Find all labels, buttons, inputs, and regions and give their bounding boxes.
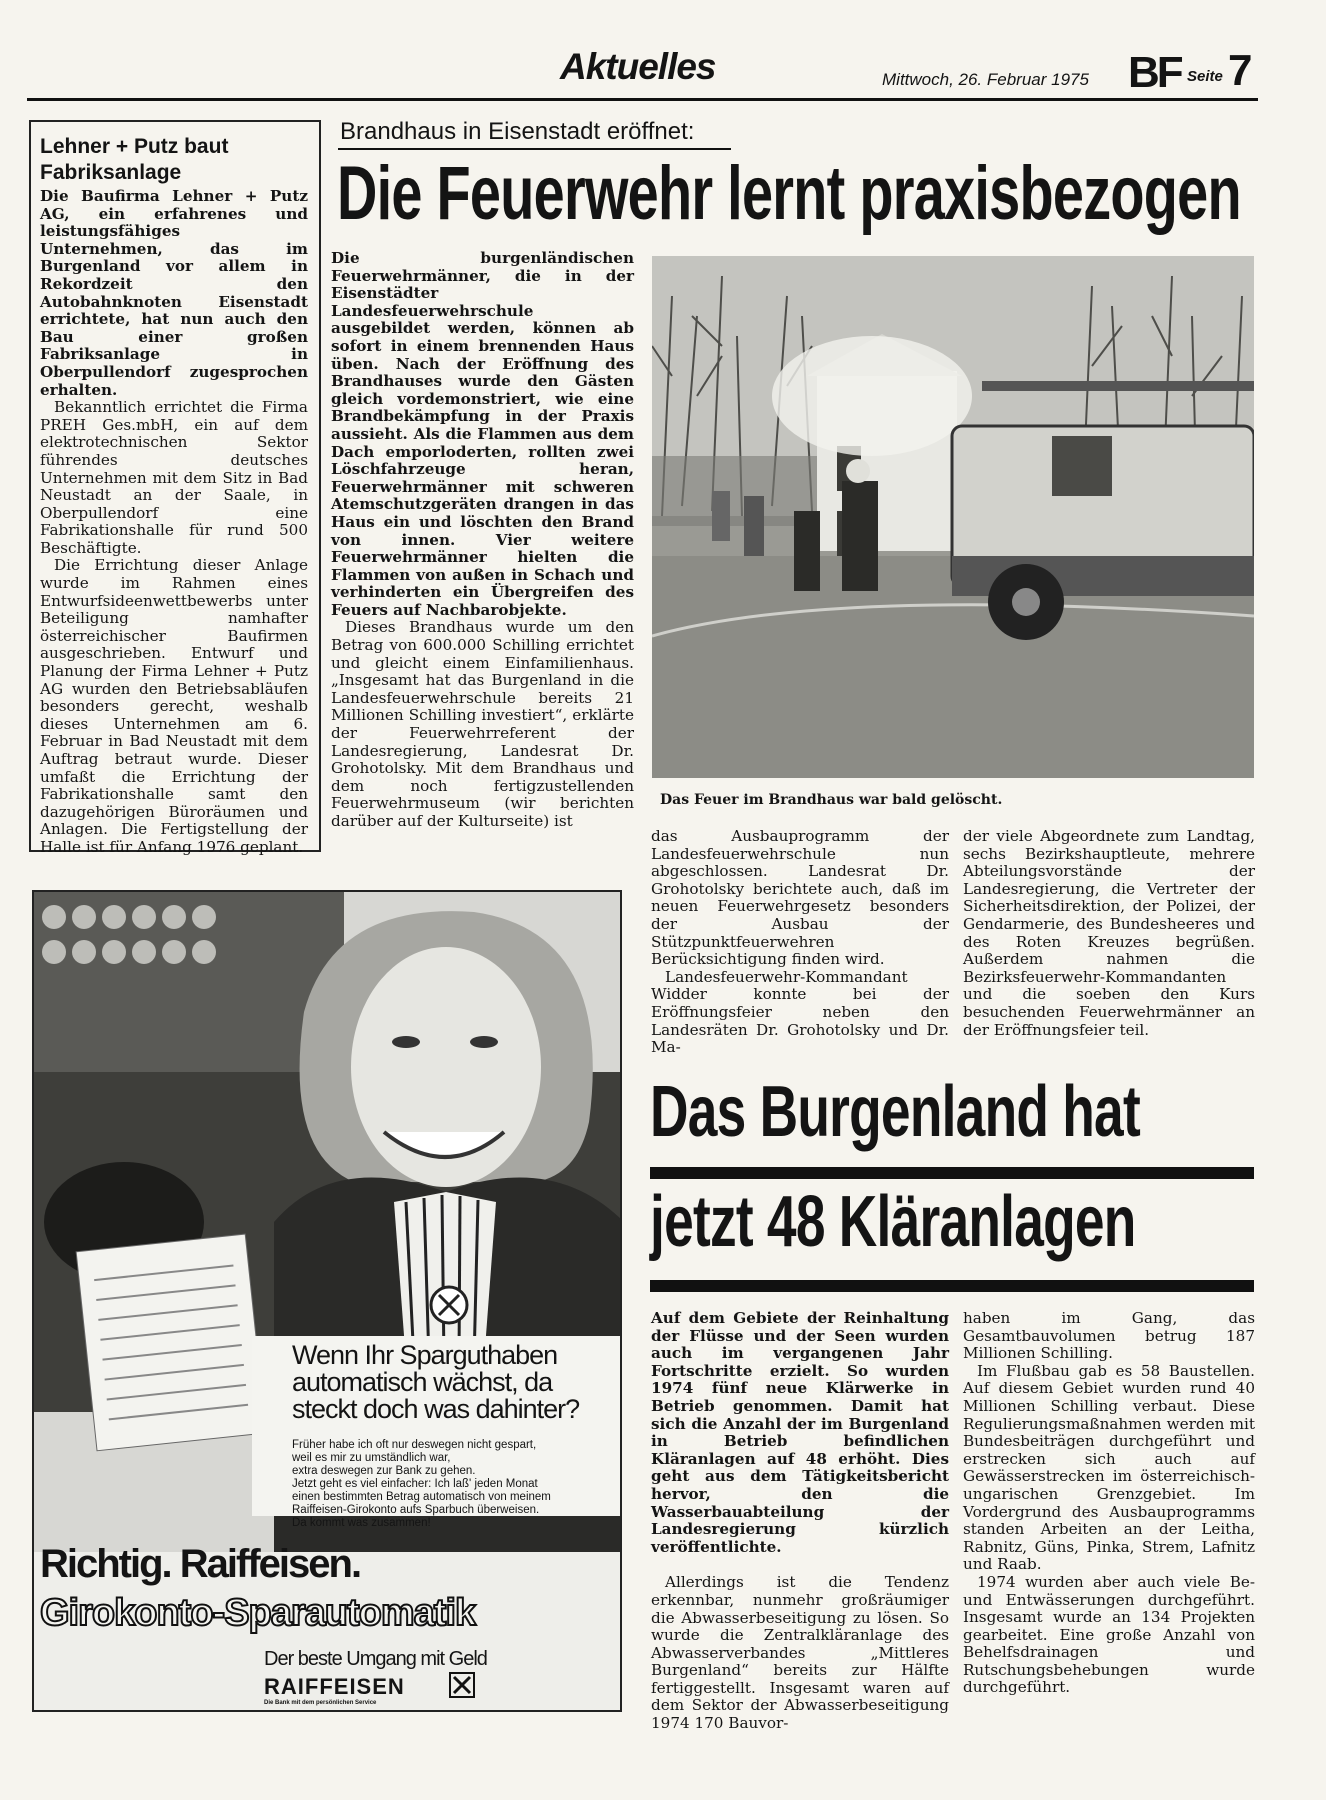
ad-body-line: Früher habe ich oft nur deswegen nicht gespart, <box>292 1439 537 1451</box>
ad-body-line: einen bestimmten Betrag automatisch von meinem <box>292 1491 551 1503</box>
page-number: 7 <box>1228 46 1253 95</box>
fire-photo <box>652 256 1254 778</box>
article-paragraph: Im Flußbau gab es 58 Baustellen. Auf diesem Gebiet wurden rund 40 Millionen Schilling verbaut. Diese Regulierungsmaßnahmen werden mit Bundesbeiträgen durchgeführt und erstrecken sich auch auf Gewässerstrecken im österreichisch-ungarischen Grenzgebiet. Im Vordergrund des Ausbauprogramms standen Arbeiten an der Leitha, Rabnitz, Güns, Pinka, Strem, Lafnitz und Raab. <box>963 1361 1255 1574</box>
article-paragraph: der viele Abgeordnete zum Landtag, sechs Bezirkshauptleute, mehrere Abteilungsvorstände der Landesregierung, die Vertreter der Sicherheitsdirektion, der Polizei, der Gendarmerie, des Bundesheeres und des Roten Kreuzes begrüßen. Außerdem nahmen die Bezirksfeuerwehr-Kommandanten und die soeben den Kurs besuchenden Feuerwehrmänner an der Eröffnungsfeier teil. <box>963 827 1255 1039</box>
article-headline: Die Feuerwehr lernt praxisbezogen <box>337 151 1241 236</box>
article-paragraph: haben im Gang, das Gesamtbauvolumen betrug 187 Millionen Schilling. <box>963 1309 1255 1363</box>
sidebar-text <box>40 188 308 857</box>
article-paragraph: Dieses Brandhaus wurde um den Betrag von 600.000 Schilling errichtet und gleicht einem Einfamilienhaus. „Insgesamt hat das Burgenland in die Landesfeuerwehrschule bereits 21 Millionen Schilling investiert“, erklärte der Feuerwehrreferent der Landesregierung, Landesrat Dr. Grohotolsky. Mit dem Brandhaus und dem noch fertigzustellenden Feuerwehrmuseum (wir berichten darüber auf der Kulturseite) ist <box>331 618 634 830</box>
article2-headline-line2: jetzt 48 Kläranlagen <box>650 1182 1136 1262</box>
article2-headline-line1: Das Burgenland hat <box>650 1072 1140 1152</box>
section-title: Aktuelles <box>560 46 716 87</box>
article2-column-1 <box>651 1310 949 1733</box>
article-paragraph: Landesfeuerwehr-Kommandant Widder konnte bei der Eröffnungsfeier neben den Landesräten Dr. Grohotolsky und Dr. Ma- <box>651 967 949 1057</box>
ad-brand-sub: Die Bank mit dem persönlichen Service <box>264 1700 377 1706</box>
fire-truck-photo-graphic <box>652 256 1254 778</box>
ad-woman-photo <box>34 892 622 1712</box>
article-column-2 <box>651 828 949 1057</box>
photo-caption: Das Feuer im Brandhaus war bald gelöscht. <box>660 792 1003 808</box>
issue-date: Mittwoch, 26. Februar 1975 <box>882 70 1089 89</box>
ad-product: Girokonto-Sparautomatik <box>40 1592 476 1634</box>
ad-tagline: Der beste Umgang mit Geld <box>264 1648 487 1670</box>
headline-rule <box>650 1280 1254 1292</box>
header-rule <box>27 98 1258 101</box>
newspaper-logo: BF <box>1128 48 1181 97</box>
ad-body-line: Raiffeisen-Girokonto aufs Sparbuch überweisen. <box>292 1504 540 1516</box>
article2-lead: Auf dem Gebiete der Reinhaltung der Flüsse und der Seen wurden auch im vergangenen Jahr Fortschritte erzielt. So wurden 1974 fünf neue Klärwerke in Betrieb genommen. Damit hat sich die Anzahl der im Burgenland in Betrieb befindlichen Kläranlagen auf 48 erhöht. Dies geht aus dem Tätigkeitsbericht hervor, den die Wasserbauabteilung der Landesregierung kürzlich veröffentlichte. <box>651 1309 949 1556</box>
ad-body-line: Da kommt was zusammen! <box>292 1517 431 1529</box>
ad-brand: RAIFFEISEN <box>264 1674 405 1699</box>
article-lead: Die burgenländischen Feuerwehrmänner, die in der Eisenstädter Landesfeuerwehrschule ausgebildet werden, können ab sofort in einem brennenden Haus üben. Nach der Eröffnung des Brandhauses wurde den Gästen gleich vordemonstriert, wie eine Brandbekämpfung in der Praxis aussieht. Als die Flammen aus dem Dach emporloderten, rollten zwei Löschfahrzeuge heran, Feuerwehrmänner mit schweren Atemschutzgeräten drangen in das Haus ein und löschten den Brand von innen. Vier weitere Feuerwehrmänner hielten die Flammen von außen in Schach und verhinderten ein Übergreifen des Feuers auf Nachbarobjekte. <box>331 249 634 619</box>
article2-column-2 <box>963 1310 1255 1697</box>
sidebar-paragraph: Bekanntlich errichtet die Firma PREH Ges.mbH, ein auf dem elektrotechnischen Sektor führendes deutsches Unternehmen mit dem Sitz in Bad Neustadt an der Saale, in Oberpullendorf eine Fabrikationshalle für rund 500 Beschäftigte. <box>40 398 308 557</box>
article-paragraph: 1974 wurden aber auch viele Be- und Entwässerungen durchgeführt. Insgesamt wurde an 134 Projekten gearbeitet. Eine große Anzahl von Behelfsdrainagen und Rutschungsbehebungen wurde durchgeführt. <box>963 1572 1255 1697</box>
raiffeisen-ad <box>32 890 622 1712</box>
article-lead-column <box>331 250 634 831</box>
ad-headline: Wenn Ihr Sparguthaben automatisch wächst, da steckt doch was dahinter? <box>292 1340 580 1424</box>
ad-body-line: extra deswegen zur Bank zu gehen. <box>292 1465 476 1477</box>
raiffeisen-logo-icon <box>449 1672 475 1698</box>
ad-body-line: weil es mir zu umständlich war, <box>292 1452 451 1464</box>
sidebar-paragraph: Die Errichtung dieser Anlage wurde im Rahmen eines Entwurfsideenwettbewerbs unter Beteiligung namhafter österreichischer Baufirmen ausgeschrieben. Entwurf und Planung der Firma Lehner + Putz AG wurden den Betriebsabläufen besonders gerecht, weshalb dieses Unternehmen am 6. Februar in Bad Neustadt mit dem Auftrag betraut wurde. Dieser umfaßt die Errichtung der Fabrikationshalle samt den dazugehörigen Büroräumen und Anlagen. Die Fertigstellung der Halle ist für Anfang 1976 geplant. <box>40 556 308 856</box>
article-paragraph: Allerdings ist die Tendenz erkennbar, nunmehr großräumiger die Abwasserbeseitigung zu lösen. So wurde die Zentralkläranlage des Abwasserverbandes „Mittleres Burgenland“ bereits zur Hälfte fertiggestellt. Insgesamt waren auf dem Sektor der Abwasserbeseitigung 1974 170 Bauvor- <box>651 1573 949 1733</box>
page-label: Seite <box>1187 68 1223 85</box>
ad-body <box>292 1439 612 1530</box>
sidebar-lead: Die Baufirma Lehner + Putz AG, ein erfahrenes und leistungsfähiges Unternehmen, das im Burgenland vor allem in Rekordzeit den Autobahnknoten Eisenstadt errichtete, hat nun auch den Bau einer großen Fabriksanlage in Oberpullendorf zugesprochen erhalten. <box>40 187 308 399</box>
ad-body-line: Jetzt geht es viel einfacher: Ich laß' jeden Monat <box>292 1478 538 1490</box>
article-column-3 <box>963 828 1255 1039</box>
ad-slogan: Richtig. Raiffeisen. <box>40 1542 361 1586</box>
sidebar-title: Lehner + Putz baut Fabriksanlage <box>40 135 229 184</box>
article-paragraph: das Ausbauprogramm der Landesfeuerwehrschule nun abgeschlossen. Landesrat Dr. Grohotolsky berichtete auch, daß im neuen Feuerwehrgesetz besonders der Ausbau der Stützpunktfeuerwehren Berücksichtigung finden wird. <box>651 827 949 969</box>
article-kicker: Brandhaus in Eisenstadt eröffnet: <box>340 118 695 145</box>
crossed-gables-icon <box>451 1674 473 1696</box>
headline-rule <box>650 1167 1254 1179</box>
